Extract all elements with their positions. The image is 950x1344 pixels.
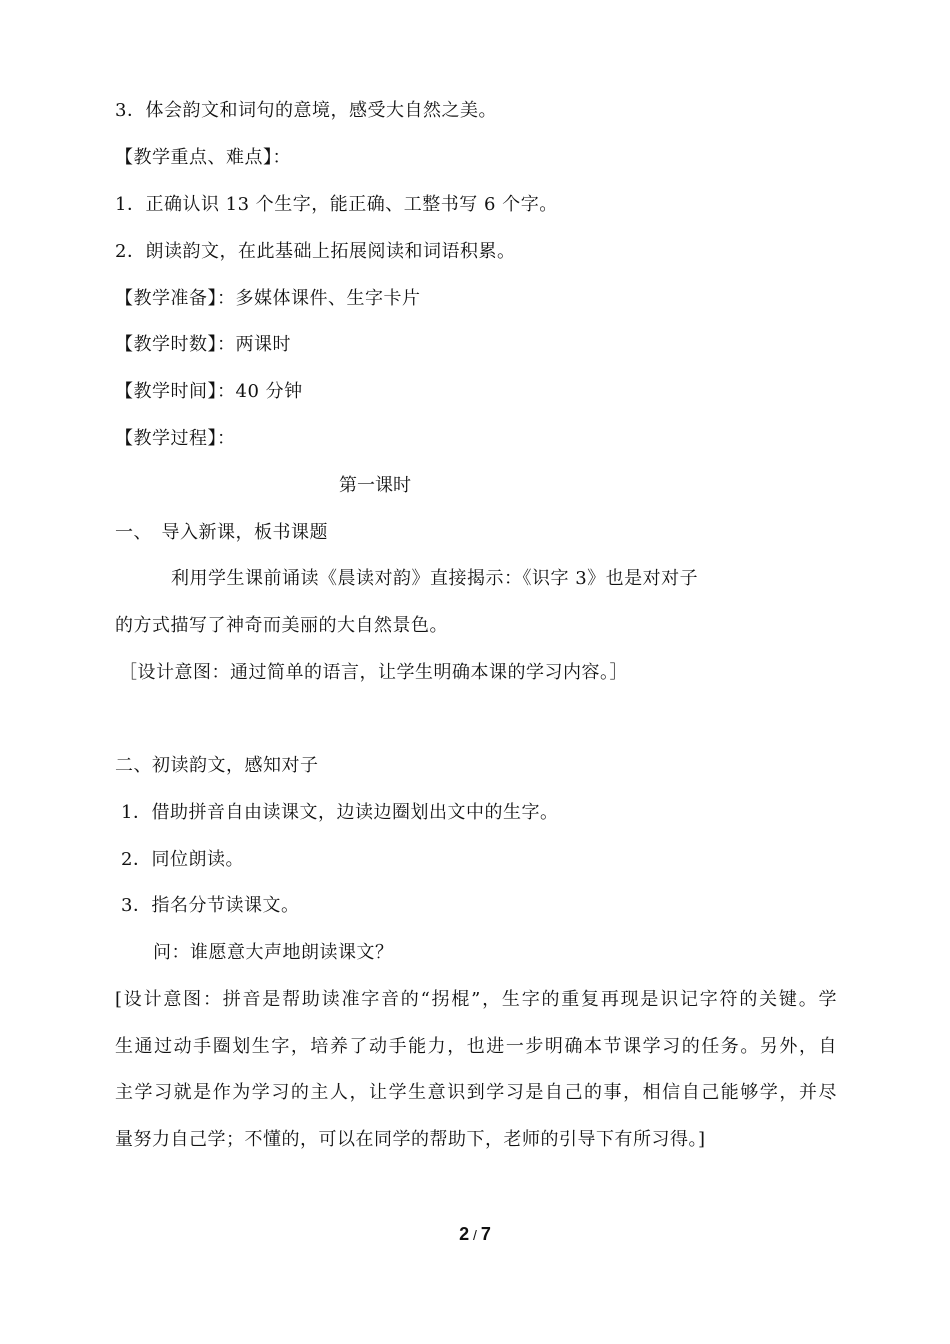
current-page: 2 (459, 1224, 470, 1244)
key-points-heading: 【教学重点、难点】： (115, 147, 291, 168)
section-1-paragraph-line-2: 的方式描写了神奇而美丽的大自然景色。 (115, 615, 448, 636)
section-2-design-line-4: 量努力自己学；不懂的，可以在同学的帮助下，老师的引导下有所习得。] (115, 1129, 706, 1150)
section-2-question: 问：谁愿意大声地朗读课文？ (153, 942, 394, 963)
page-separator: / (469, 1227, 481, 1243)
lesson-title: 第一课时 (339, 475, 411, 496)
total-pages: 7 (480, 1224, 491, 1244)
key-point-1: 1．正确认识 13 个生字，能正确、工整书写 6 个字。 (115, 194, 558, 215)
objective-3: 3．体会韵文和词句的意境，感受大自然之美。 (115, 100, 497, 121)
section-2-design-line-1: [设计意图：拼音是帮助读准字音的“拐棍”，生字的重复再现是识记字符的关键。学 (115, 989, 837, 1010)
teaching-process-heading: 【教学过程】： (115, 428, 236, 449)
section-2-item-1: 1．借助拼音自由读课文，边读边圈划出文中的生字。 (121, 802, 559, 823)
section-2-item-2: 2．同位朗读。 (121, 849, 244, 870)
page-number (0, 1224, 950, 1245)
section-2-heading: 二、初读韵文，感知对子 (115, 755, 319, 776)
section-2-design-line-2: 生通过动手圈划生字，培养了动手能力，也进一步明确本节课学习的任务。另外，自 (115, 1036, 837, 1057)
key-point-2: 2．朗读韵文，在此基础上拓展阅读和词语积累。 (115, 241, 516, 262)
teaching-hours: 【教学时数】：两课时 (115, 334, 291, 355)
section-1-heading: 一、 导入新课，板书课题 (115, 522, 328, 543)
section-1-design-note: ［设计意图：通过简单的语言，让学生明确本课的学习内容。］ (119, 662, 628, 683)
teaching-preparation: 【教学准备】：多媒体课件、生字卡片 (115, 288, 421, 309)
section-1-paragraph-line-1: 利用学生课前诵读《晨读对韵》直接揭示：《识字 3》也是对对子 (171, 568, 699, 589)
section-2-item-3: 3．指名分节读课文。 (121, 895, 300, 916)
section-2-design-line-3: 主学习就是作为学习的主人，让学生意识到学习是自己的事，相信自己能够学，并尽 (115, 1082, 837, 1103)
teaching-time: 【教学时间】：40 分钟 (115, 381, 303, 402)
